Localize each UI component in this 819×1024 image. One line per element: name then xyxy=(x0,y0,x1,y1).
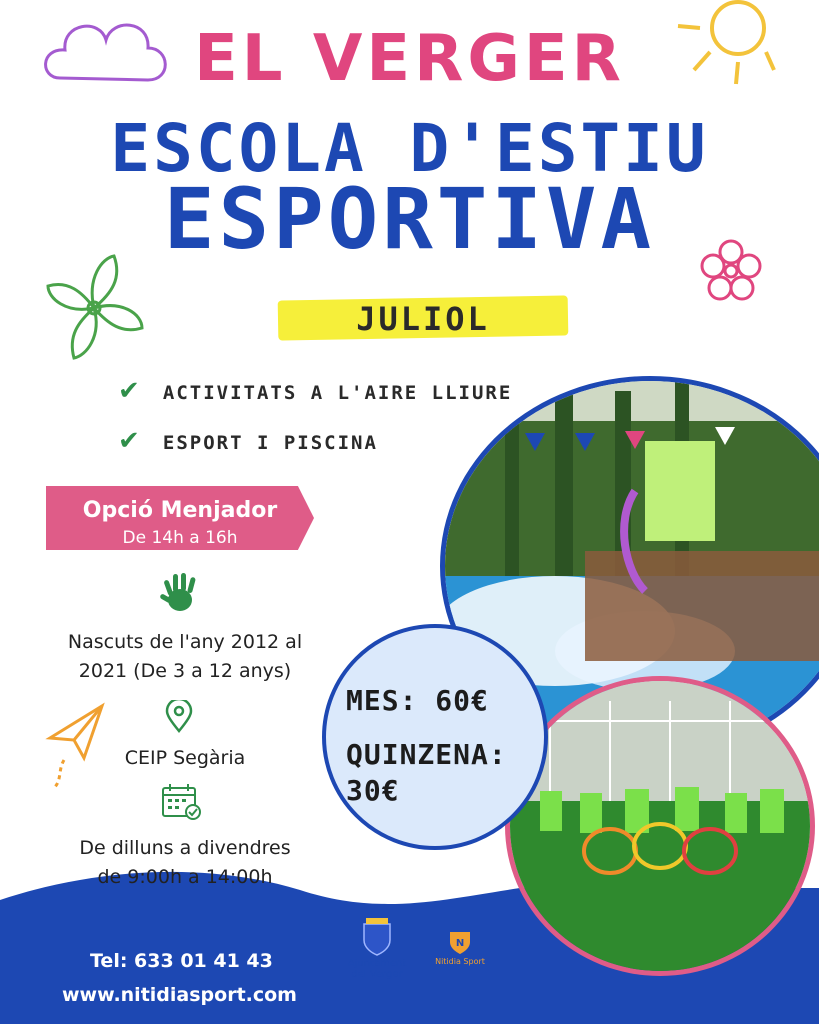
price-month: MES: 60€ xyxy=(346,684,489,717)
schedule-info xyxy=(40,834,330,893)
council-line-1: Ajuntament xyxy=(347,958,407,969)
option-hours: De 14h a 16h xyxy=(122,528,238,548)
feature-item xyxy=(118,376,512,406)
town-title: EL VERGER xyxy=(194,22,625,96)
price-circle xyxy=(322,624,548,850)
month-label: JULIOL xyxy=(356,300,490,338)
ages-info xyxy=(40,628,330,687)
sponsor-shield-icon xyxy=(448,928,472,956)
council-line-2: del Verger xyxy=(351,969,403,980)
council-logo-label xyxy=(336,958,418,980)
website-link[interactable]: www.nitidiasport.com xyxy=(62,984,297,1006)
schedule-line-2: de 9:00h a 14:00h xyxy=(97,866,273,889)
price-fortnight-label: QUINZENA: xyxy=(346,738,507,771)
option-title: Opció Menjador xyxy=(82,498,278,523)
svg-text:N: N xyxy=(455,938,465,949)
feature-label: ESPORT I PISCINA xyxy=(162,432,378,454)
title-line-1: ESCOLA D'ESTIU xyxy=(110,110,709,187)
feature-label: ACTIVITATS A L'AIRE LLIURE xyxy=(162,382,513,404)
feature-item xyxy=(118,426,378,456)
phone-number[interactable]: Tel: 633 01 41 43 xyxy=(90,950,273,972)
schedule-line-1: De dilluns a divendres xyxy=(79,837,291,859)
price-fortnight-value: 30€ xyxy=(346,774,400,807)
field-photo xyxy=(505,676,815,976)
check-icon: ✔ xyxy=(118,376,140,406)
sponsor-logo-label: Nitidia Sport xyxy=(435,957,485,966)
location-text: CEIP Segària xyxy=(124,747,246,769)
field-photo-illustration xyxy=(510,681,815,976)
hand-icon xyxy=(158,570,202,616)
council-crest-icon xyxy=(360,916,394,956)
title-line-2: ESPORTIVA xyxy=(163,170,656,268)
calendar-icon xyxy=(160,782,202,822)
ages-line-1: Nascuts de l'any 2012 al xyxy=(67,631,303,653)
location-pin-icon xyxy=(164,700,194,734)
check-icon: ✔ xyxy=(118,426,140,456)
ages-line-2: 2021 (De 3 a 12 anys) xyxy=(78,660,292,683)
